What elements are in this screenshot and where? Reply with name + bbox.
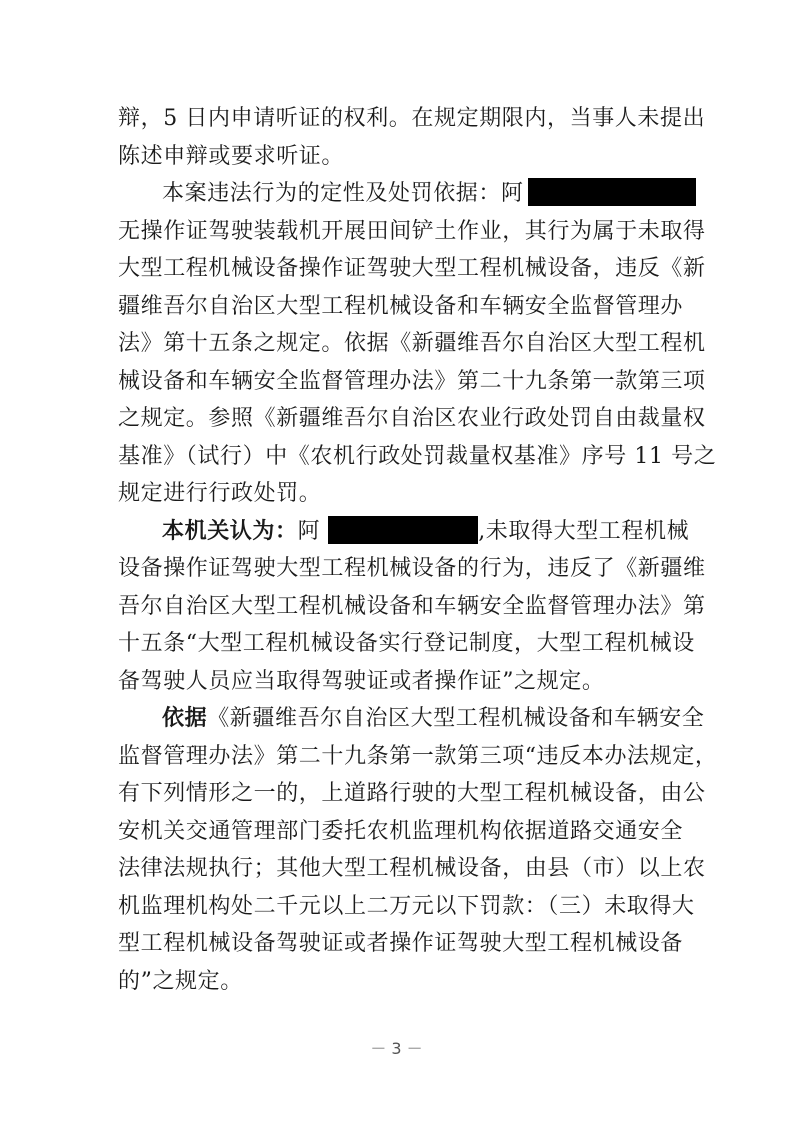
text-line: 有下列情形之一的，上道路行驶的大型工程机械设备，由公	[118, 781, 706, 806]
text-line: 大型工程机械设备操作证驾驶大型工程机械设备，违反《新	[118, 256, 706, 281]
body-text	[118, 100, 718, 1000]
text-line: 械设备和车辆安全监督管理办法》第二十九条第一款第三项	[118, 368, 706, 394]
text-line: 法律法规执行；其他大型工程机械设备，由县（市）以上农	[118, 856, 706, 881]
redacted-name-block	[328, 516, 478, 544]
text-line: 陈述申辩或要求听证。	[118, 143, 345, 169]
text-line: 备驾驶人员应当取得驾驶证或者操作证”之规定。	[118, 668, 605, 694]
name-prefix: 阿	[501, 181, 524, 206]
text-line: 辩，5 日内申请听证的权利。在规定期限内，当事人未提出	[118, 106, 706, 131]
text-line: 十五条“大型工程机械设备实行登记制度，大型工程机械设	[118, 631, 695, 656]
name-prefix: 阿	[297, 518, 321, 544]
paragraph-finding-first-line	[118, 513, 690, 551]
text-line: 规定进行行政处罚。	[118, 481, 322, 506]
text-line: 机监理机构处二千元以上二万元以下罚款：（三）未取得大	[118, 893, 695, 919]
text-line: 之规定。参照《新疆维吾尔自治区农业行政处罚自由裁量权	[118, 406, 706, 431]
text-line: 基准》（试行）中《农机行政处罚裁量权基准》序号 11 号之	[118, 443, 717, 469]
paragraph-label: 本案违法行为的定性及处罚依据：	[162, 181, 502, 206]
paragraph-label: 依据	[162, 705, 208, 731]
text-line: 无操作证驾驶装载机开展田间铲土作业，其行为属于未取得	[118, 218, 706, 244]
paragraph-according-first-line	[118, 700, 705, 738]
paragraph-basis-first-line	[118, 175, 678, 213]
page-number: － 3 －	[370, 1039, 423, 1058]
text-line: 设备操作证驾驶大型工程机械设备的行为，违反了《新疆维	[118, 556, 706, 581]
paragraph-label: 本机关认为：	[162, 517, 298, 544]
redacted-name-block	[528, 178, 696, 206]
text-line: 监督管理办法》第二十九条第一款第三项“违反本办法规定，	[118, 743, 718, 769]
paragraph-continuation: ,未取得大型工程机械	[478, 518, 690, 544]
paragraph-continuation: 《新疆维吾尔自治区大型工程机械设备和车辆安全	[207, 706, 705, 731]
text-line: 安机关交通管理部门委托农机监理机构依据道路交通安全	[118, 818, 684, 844]
text-line: 法》第十五条之规定。依据《新疆维吾尔自治区大型工程机	[118, 331, 706, 356]
text-line: 型工程机械设备驾驶证或者操作证驾驶大型工程机械设备	[118, 931, 684, 956]
text-line: 疆维吾尔自治区大型工程机械设备和车辆安全监督管理办	[118, 293, 684, 319]
text-line: 的”之规定。	[118, 968, 243, 994]
text-line: 吾尔自治区大型工程机械设备和车辆安全监督管理办法》第	[118, 593, 706, 619]
